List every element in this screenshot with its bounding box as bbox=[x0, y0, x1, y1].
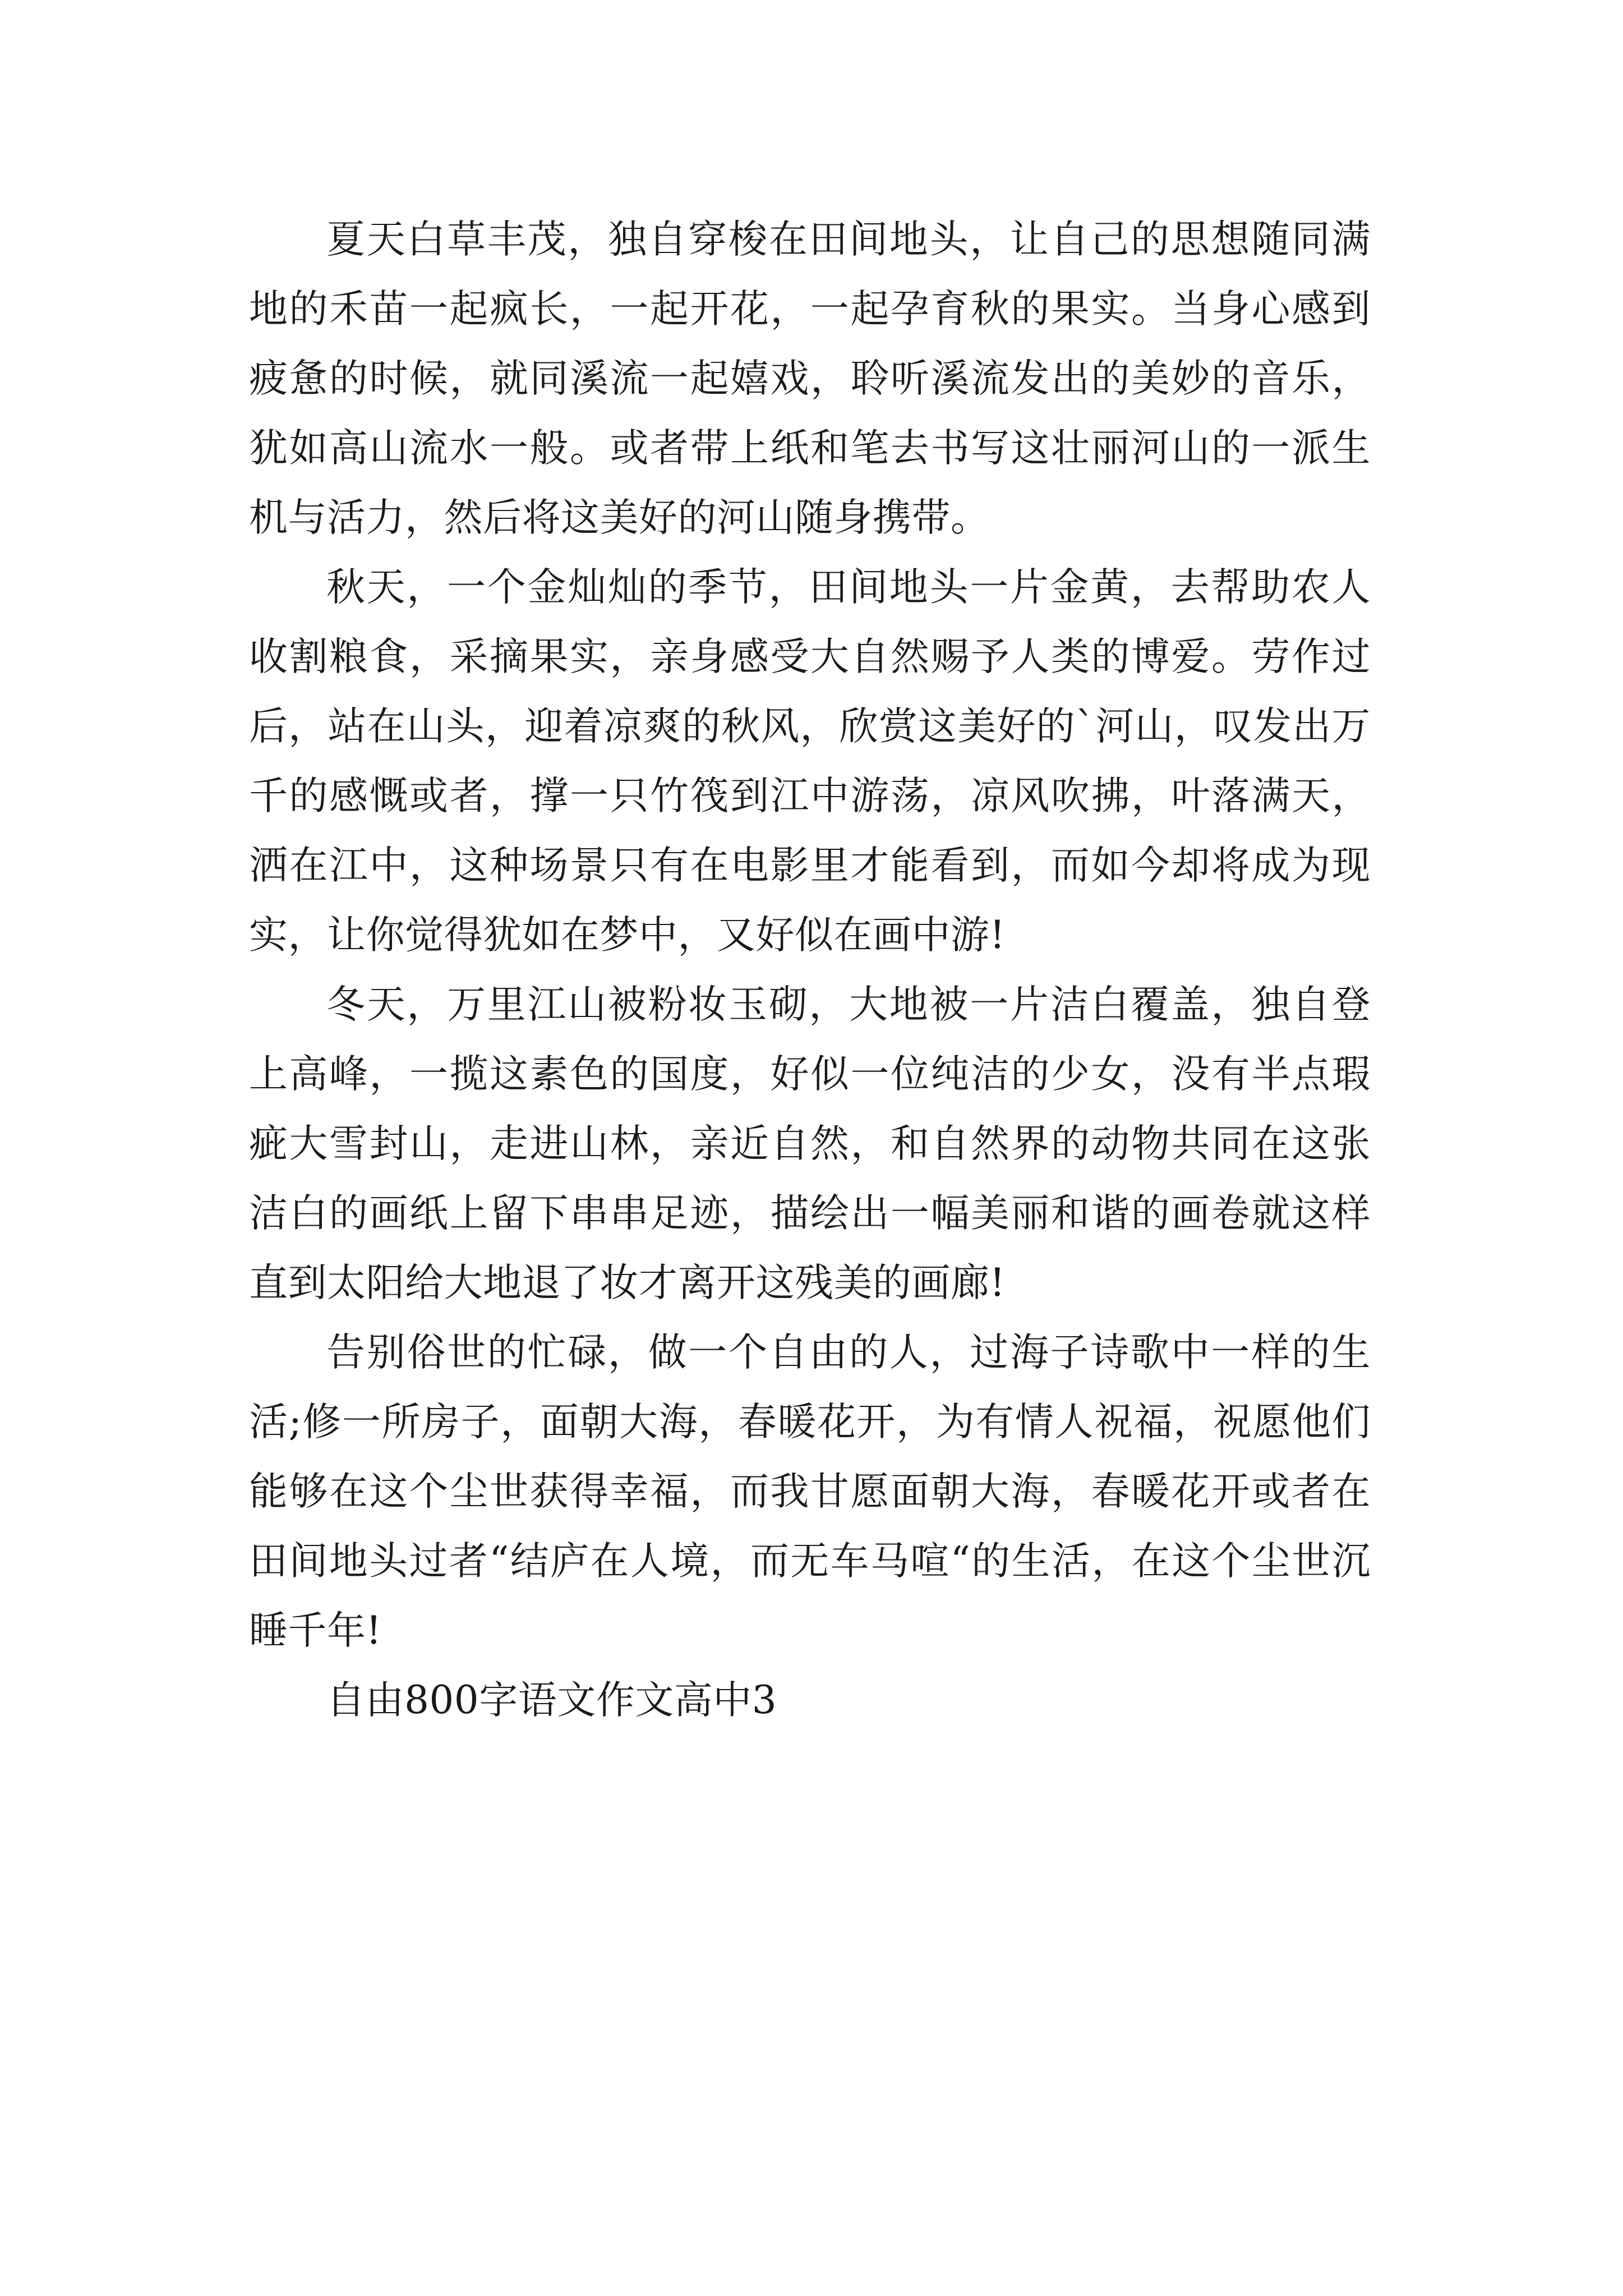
paragraph-summer: 夏天白草丰茂，独自穿梭在田间地头，让自己的思想随同满地的禾苗一起疯长，一起开花，一起孕育秋的果实。当身心感到疲惫的时候，就同溪流一起嬉戏，聆听溪流发出的美妙的音乐，犹如高山流水一般。或者带上纸和笔去书写这壮丽河山的一派生机与活力，然后将这美好的河山随身携带。 bbox=[249, 217, 1371, 540]
document-body bbox=[249, 205, 1371, 1735]
paragraph-autumn: 秋天，一个金灿灿的季节，田间地头一片金黄，去帮助农人收割粮食，采摘果实，亲身感受大自然赐予人类的博爱。劳作过后，站在山头，迎着凉爽的秋风，欣赏这美好的`河山，叹发出万千的感慨或者，撑一只竹筏到江中游荡，凉风吹拂，叶落满天，洒在江中，这种场景只有在电影里才能看到，而如今却将成为现实，让你觉得犹如在梦中，又好似在画中游! bbox=[249, 565, 1371, 958]
section-heading: 自由800字语文作文高中3 bbox=[326, 1678, 777, 1723]
paragraph-farewell: 告别俗世的忙碌，做一个自由的人，过海子诗歌中一样的生活;修一所房子，面朝大海，春暖花开，为有情人祝福，祝愿他们能够在这个尘世获得幸福，而我甘愿面朝大海，春暖花开或者在田间地头过者“结庐在人境，而无车马喧“的生活，在这个尘世沉睡千年! bbox=[249, 1330, 1371, 1653]
paragraph-winter: 冬天，万里江山被粉妆玉砌，大地被一片洁白覆盖，独自登上高峰，一揽这素色的国度，好似一位纯洁的少女，没有半点瑕疵大雪封山，走进山林，亲近自然，和自然界的动物共同在这张洁白的画纸上留下串串足迹，描绘出一幅美丽和谐的画卷就这样直到太阳给大地退了妆才离开这残美的画廊! bbox=[249, 982, 1371, 1305]
